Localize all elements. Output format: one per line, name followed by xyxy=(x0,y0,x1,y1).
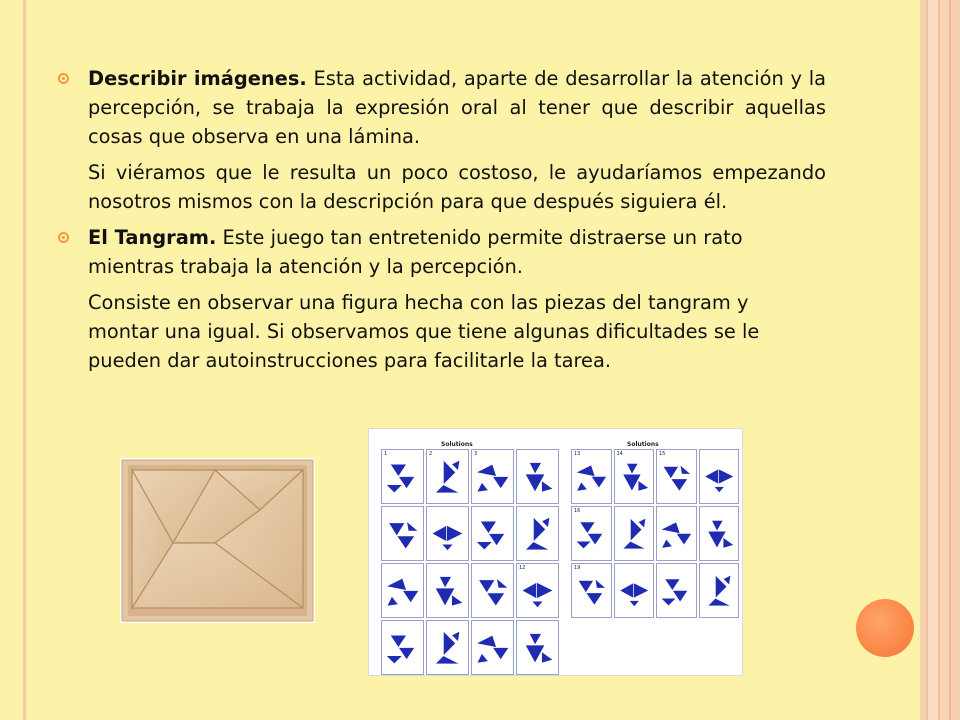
solution-number: 15 xyxy=(659,451,666,457)
solution-cell xyxy=(471,620,514,675)
decorative-right-stripes xyxy=(920,0,960,720)
solution-cell xyxy=(656,506,697,561)
tangram-piece xyxy=(713,487,724,493)
solutions-grid xyxy=(571,449,739,618)
solution-cell xyxy=(381,563,424,618)
solution-number: 19 xyxy=(574,565,581,571)
solutions-panel-left xyxy=(379,429,561,675)
tangram-piece xyxy=(390,464,406,476)
tangram-figure xyxy=(472,621,513,674)
tangram-piece xyxy=(626,463,638,474)
tangram-piece xyxy=(576,541,591,549)
tangram-piece xyxy=(580,522,595,534)
tangram-figure xyxy=(427,450,468,503)
solution-cell xyxy=(571,506,612,561)
solution-cell xyxy=(516,506,559,561)
tangram-piece xyxy=(661,522,680,534)
tangram-figure xyxy=(615,450,654,503)
tangram-figure xyxy=(382,621,423,674)
solution-cell xyxy=(614,563,655,618)
tangram-piece xyxy=(622,541,645,549)
tangram-piece xyxy=(532,601,543,608)
tangram-figure xyxy=(382,507,423,560)
tangram-figure xyxy=(517,621,558,674)
tangram-piece xyxy=(386,578,407,590)
tangram-figure xyxy=(472,507,513,560)
tangram-piece xyxy=(479,580,495,593)
solutions-grid xyxy=(381,449,559,675)
tangram-piece xyxy=(542,652,553,663)
tangram-piece xyxy=(487,593,505,606)
tangram-piece xyxy=(477,482,488,492)
tangram-piece xyxy=(587,534,602,546)
tangram-piece xyxy=(718,469,733,484)
tangram-figure xyxy=(427,564,468,617)
tangram-piece xyxy=(497,578,508,588)
tangram-piece xyxy=(676,534,691,546)
tangram-piece xyxy=(480,521,496,533)
bullet-paragraph xyxy=(88,223,800,281)
tangram-piece xyxy=(665,579,680,591)
solution-cell xyxy=(381,449,424,504)
solution-number: 1 xyxy=(384,451,388,457)
tangram-piece xyxy=(403,591,419,603)
solution-cell xyxy=(471,563,514,618)
tangram-piece xyxy=(595,579,606,588)
solution-cell xyxy=(471,449,514,504)
tangram-figure xyxy=(700,564,739,617)
tangram-piece xyxy=(672,591,687,603)
tangram-piece xyxy=(662,539,673,548)
tangram-piece xyxy=(435,656,460,664)
tangram-figure xyxy=(517,450,558,503)
decorative-orange-circle xyxy=(856,599,914,657)
tangram-figure xyxy=(657,450,696,503)
tangram-figure xyxy=(472,564,513,617)
tangram-piece xyxy=(398,477,414,489)
solution-number: 12 xyxy=(519,565,526,571)
solution-cell xyxy=(426,620,469,675)
tangram-figure xyxy=(700,507,739,560)
tangram-piece xyxy=(435,485,460,493)
tangram-figure xyxy=(615,507,654,560)
tangram-figure xyxy=(427,507,468,560)
solution-cell xyxy=(426,449,469,504)
tangram-piece xyxy=(586,593,603,605)
tangram-piece xyxy=(493,477,509,489)
tangram-figure xyxy=(572,564,611,617)
tangram-piece xyxy=(387,596,398,606)
solution-cell xyxy=(426,563,469,618)
solutions-title: Solutions xyxy=(441,441,473,448)
tangram-piece xyxy=(386,656,402,664)
tangram-piece xyxy=(529,634,541,645)
tangram-piece xyxy=(628,601,639,607)
solution-cell xyxy=(699,506,740,561)
decorative-left-line xyxy=(23,0,26,720)
solution-cell xyxy=(426,506,469,561)
tangram-figure xyxy=(517,564,558,617)
tangram-piece xyxy=(537,582,553,598)
tangram-piece xyxy=(488,534,504,546)
solution-cell xyxy=(381,506,424,561)
bullet-paragraph xyxy=(88,64,826,151)
tangram-piece xyxy=(398,648,414,660)
tangram-piece xyxy=(447,525,463,541)
tangram-figure xyxy=(517,507,558,560)
tangram-wooden-photo xyxy=(120,458,315,623)
solution-cell xyxy=(699,563,740,618)
solution-cell xyxy=(571,449,612,504)
tangram-figure xyxy=(615,564,654,617)
tangram-figure xyxy=(657,507,696,560)
solution-number: 14 xyxy=(616,451,623,457)
bullet-text: Esta actividad, aparte de desarrollar la atención y la percepción, se trabaja la expresión oral al tener que describir aquellas cosas que observa en una lámina. xyxy=(88,67,826,148)
solution-cell xyxy=(516,449,559,504)
tangram-piece xyxy=(477,653,488,663)
solution-cell xyxy=(656,449,697,504)
tangram-piece xyxy=(591,477,606,489)
tangram-piece xyxy=(476,542,492,550)
tangram-piece xyxy=(439,577,451,588)
tangram-piece xyxy=(711,520,723,531)
tangram-piece xyxy=(578,580,593,592)
tangram-piece xyxy=(529,463,541,474)
tangram-piece xyxy=(476,464,497,476)
tangram-piece xyxy=(671,479,688,491)
tangram-piece xyxy=(525,542,550,550)
tangram-piece xyxy=(390,635,406,647)
tangram-piece xyxy=(707,598,730,606)
tangram-piece xyxy=(661,598,676,606)
bullet-heading: El Tangram. xyxy=(88,226,217,249)
solution-number: 3 xyxy=(474,451,478,457)
tangram-piece xyxy=(522,582,537,598)
tangram-piece xyxy=(619,583,633,598)
tangram-piece xyxy=(476,635,497,647)
tangram-figure xyxy=(572,507,611,560)
bullet-heading: Describir imágenes. xyxy=(88,67,307,90)
tangram-solutions-sheet xyxy=(368,428,743,676)
solution-cell xyxy=(656,563,697,618)
tangram-figure xyxy=(382,450,423,503)
solution-cell xyxy=(516,563,559,618)
solution-cell xyxy=(516,620,559,675)
tangram-piece xyxy=(633,583,648,598)
solution-cell xyxy=(381,620,424,675)
tangram-piece xyxy=(407,521,418,531)
tangram-piece xyxy=(576,465,595,477)
bullet-extra-paragraph: Consiste en observar una figura hecha con las piezas del tangram y montar una igual. Si observamos que tiene algunas dificultades se le pueden dar autoinstrucciones para facilitarle la tarea. xyxy=(88,291,760,372)
bullet-text: Este juego tan entretenido permite distraerse un rato mientras trabaja la atención y la percepción. xyxy=(88,226,743,278)
tangram-piece xyxy=(723,537,734,548)
slide-content xyxy=(58,64,826,382)
tangram-figure xyxy=(382,564,423,617)
solutions-title: Solutions xyxy=(627,441,659,448)
solution-cell xyxy=(614,506,655,561)
solution-cell xyxy=(471,506,514,561)
tangram-figure xyxy=(572,450,611,503)
tangram-piece xyxy=(452,595,463,606)
solution-cell xyxy=(699,449,740,504)
solution-number: 16 xyxy=(574,508,581,514)
tangram-piece xyxy=(397,536,415,549)
solution-cell xyxy=(571,563,612,618)
tangram-piece xyxy=(680,465,691,474)
tangram-figure xyxy=(657,564,696,617)
bullet-icon xyxy=(58,73,69,84)
solutions-panel-right xyxy=(569,429,741,675)
solution-cell xyxy=(614,449,655,504)
bullet-extra-paragraph: Si viéramos que le resulta un poco costoso, le ayudaríamos empezando nosotros mismos con la descripción para que después siguiera él. xyxy=(88,161,826,213)
solution-number: 2 xyxy=(429,451,433,457)
bullet-icon xyxy=(58,232,69,243)
tangram-piece xyxy=(432,525,447,541)
tangram-piece xyxy=(638,480,649,491)
tangram-piece xyxy=(386,485,402,493)
tangram-piece xyxy=(442,544,453,551)
tangram-figure xyxy=(472,450,513,503)
tangram-piece xyxy=(577,482,588,491)
tangram-figure xyxy=(700,450,739,503)
tangram-figure xyxy=(427,621,468,674)
tangram-piece xyxy=(493,648,509,660)
solution-number: 13 xyxy=(574,451,581,457)
tangram-piece xyxy=(663,466,678,478)
bullet-describir-imagenes xyxy=(58,64,826,216)
tangram-piece xyxy=(704,469,718,484)
tangram-piece xyxy=(389,523,405,536)
bullet-tangram xyxy=(58,223,826,375)
tangram-piece xyxy=(542,481,553,492)
